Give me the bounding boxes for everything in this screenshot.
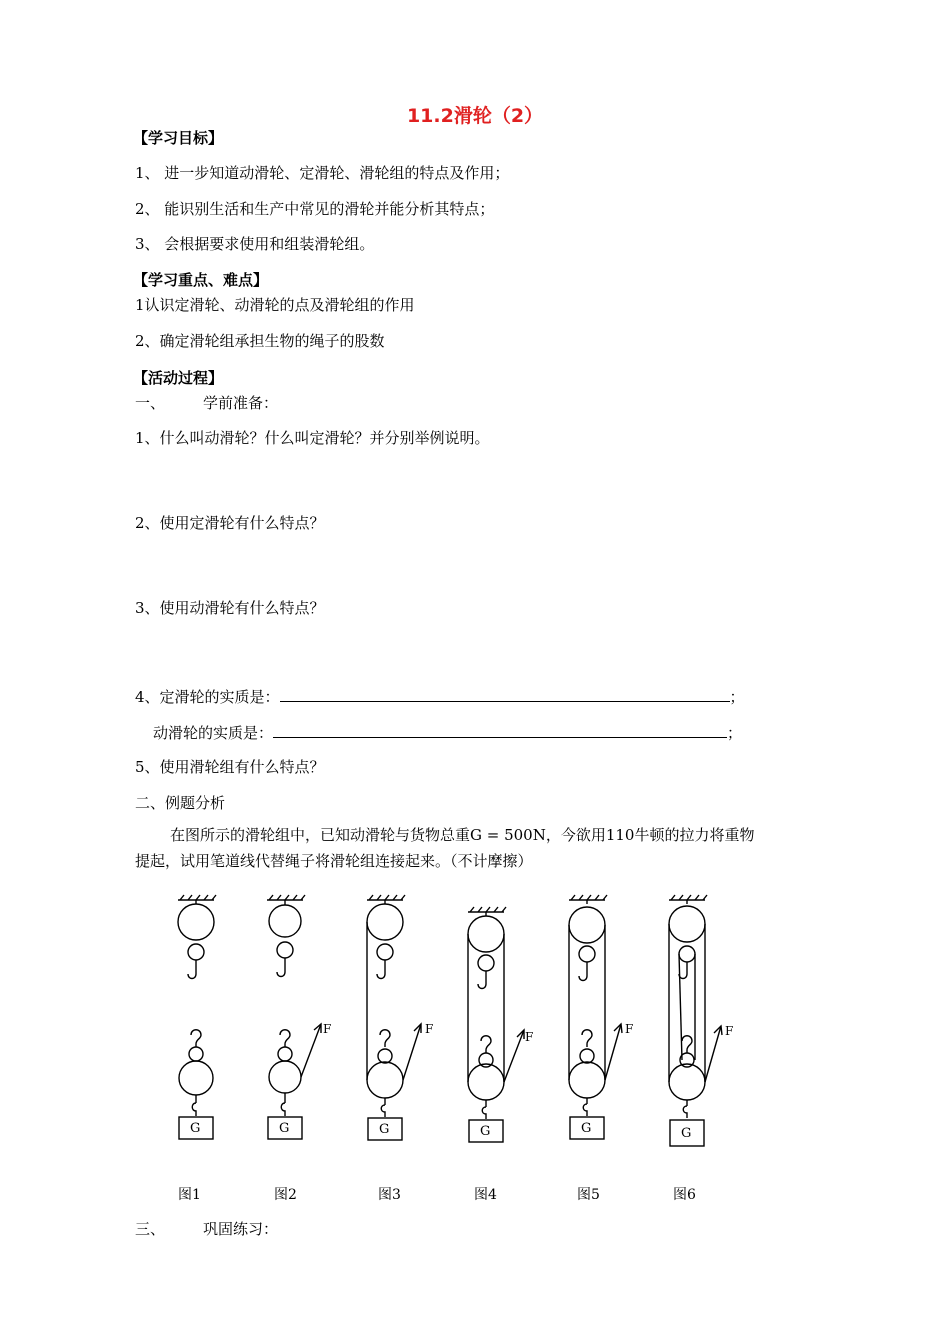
weight-label-5: G: [581, 1121, 592, 1136]
figure-3: [367, 895, 421, 1140]
weight-label-1: G: [190, 1121, 201, 1136]
example-text-line-1: 在图所示的滑轮组中，已知动滑轮与货物总重G = 500N，今欲用110牛顿的拉力将重物: [170, 826, 755, 844]
goal-item-1: 1、 进一步知道动滑轮、定滑轮、滑轮组的特点及作用；: [135, 164, 510, 182]
weight-label-2: G: [279, 1121, 290, 1136]
caption-figure-4: 图4: [474, 1187, 497, 1203]
question-4-label: 4、定滑轮的实质是：: [135, 688, 280, 706]
goals-heading: 【学习目标】: [133, 129, 224, 147]
question-5: 5、使用滑轮组有什么特点？: [135, 758, 325, 776]
goal-item-3: 3、 会根据要求使用和组装滑轮组。: [135, 235, 375, 253]
figure-4: [468, 907, 524, 1142]
part3-number: 三、: [135, 1220, 166, 1238]
caption-figure-6: 图6: [673, 1187, 696, 1203]
figure-6: [669, 895, 722, 1146]
caption-figure-3: 图3: [378, 1187, 401, 1203]
caption-figure-5: 图5: [577, 1187, 600, 1203]
force-label-2: F: [323, 1022, 332, 1036]
page-title: 11.2滑轮（2）: [406, 105, 544, 127]
part3-title: 巩固练习：: [203, 1220, 279, 1238]
caption-figure-1: 图1: [178, 1187, 201, 1203]
weight-label-3: G: [379, 1122, 390, 1137]
caption-figure-2: 图2: [274, 1187, 297, 1203]
question-4b-label: 动滑轮的实质是：: [153, 724, 274, 742]
force-label-4: F: [525, 1030, 534, 1044]
force-label-3: F: [425, 1022, 434, 1036]
force-label-6: F: [725, 1024, 734, 1038]
weight-label-4: G: [480, 1124, 491, 1139]
question-1: 1、什么叫动滑轮？什么叫定滑轮？并分别举例说明。: [135, 429, 490, 447]
question-4-end: ；: [729, 688, 745, 706]
key-heading: 【学习重点、难点】: [133, 271, 269, 289]
weight-label-6: G: [681, 1126, 692, 1141]
question-4b-end: ；: [727, 724, 743, 742]
key-item-1: 1认识定滑轮、动滑轮的点及滑轮组的作用: [135, 296, 415, 314]
part1-title: 学前准备：: [203, 394, 279, 412]
example-heading: 二、例题分析: [135, 794, 226, 812]
question-2: 2、使用定滑轮有什么特点？: [135, 514, 325, 532]
goal-item-2: 2、 能识别生活和生产中常见的滑轮并能分析其特点；: [135, 200, 495, 218]
figure-5: [569, 895, 622, 1139]
question-3: 3、使用动滑轮有什么特点？: [135, 599, 325, 617]
example-text-line-2: 提起，试用笔道线代替绳子将滑轮组连接起来。（不计摩擦）: [135, 852, 533, 870]
process-heading: 【活动过程】: [133, 369, 224, 387]
figure-1: [178, 895, 216, 1139]
key-item-2: 2、确定滑轮组承担生物的绳子的股数: [135, 332, 385, 350]
part1-number: 一、: [135, 394, 166, 412]
force-label-5: F: [625, 1022, 634, 1036]
figure-2: [267, 895, 321, 1139]
